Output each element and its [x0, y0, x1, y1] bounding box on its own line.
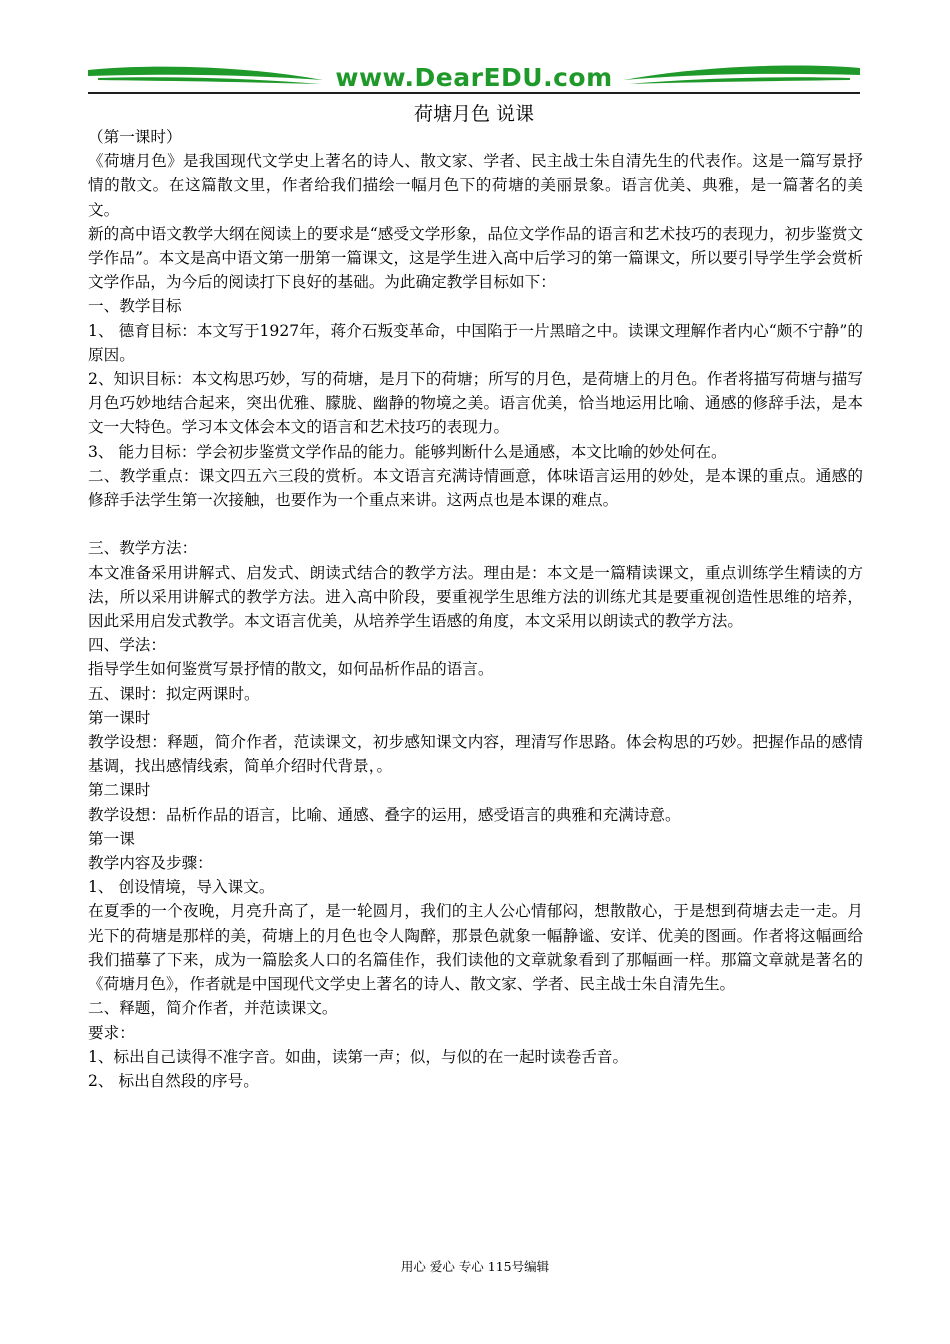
paragraph: 要求： — [88, 1023, 135, 1042]
paragraph: 四、学法： — [88, 636, 166, 655]
paragraph: 本文准备采用讲解式、启发式、朗读式结合的教学方法。理由是：本文是一篇精读课文，重点训练学生精读的方法，所以采用讲解式的教学方法。进入高中阶段，要重视学生思维方法的训练尤其是要重视创造性思维的培养，因此采用启发式教学。本文语言优美，从培养学生语感的角度，本文采用以朗读式的教学方法。 — [88, 563, 863, 631]
paragraph: 第一课 — [88, 829, 135, 848]
paragraph: 教学内容及步骤： — [88, 854, 213, 873]
page-footer: 用心 爱心 专心 115号编辑 — [400, 1259, 550, 1274]
paragraph: 第二课时 — [88, 781, 151, 800]
paragraph: 指导学生如何鉴赏写景抒情的散文，如何品析作品的语言。 — [88, 660, 494, 679]
paragraph: 五、课时：拟定两课时。 — [88, 684, 260, 703]
paragraph: 教学设想：品析作品的语言，比喻、通感、叠字的运用，感受语言的典雅和充满诗意。 — [88, 805, 681, 824]
paragraph: 三、教学方法： — [88, 539, 198, 558]
blank-line — [88, 512, 863, 536]
paragraph: 二、释题，简介作者，并范读课文。 — [88, 999, 338, 1018]
document-body — [88, 125, 863, 1093]
site-brand: www.DearEDU.com — [335, 63, 613, 92]
paragraph: 2、知识目标：本文构思巧妙，写的荷塘，是月下的荷塘；所写的月色，是荷塘上的月色。作者将描写荷塘与描写月色巧妙地结合起来，突出优雅、朦胧、幽静的物境之美。语言优美，恰当地运用比喻、通感的修辞手法，是本文一大特色。学习本文体会本文的语言和艺术技巧的表现力。 — [88, 370, 863, 437]
paragraph: 3、 能力目标：学会初步鉴赏文学作品的能力。能够判断什么是通感，本文比喻的妙处何在。 — [88, 442, 727, 461]
paragraph: 在夏季的一个夜晚，月亮升高了，是一轮圆月，我们的主人公心情郁闷，想散散心，于是想到荷塘去走一走。月光下的荷塘是那样的美，荷塘上的月色也令人陶醉，那景色就象一幅静谧、安详、优美的图画。作者将这幅画给我们描摹了下来，成为一篇脍炙人口的名篇佳作，我们读他的文章就象看到了那幅画一样。那篇文章就是著名的《荷塘月色》，作者就是中国现代文学史上著名的诗人、散文家、学者、民主战士朱自清先生。 — [88, 902, 863, 994]
paragraph: 教学设想：释题，简介作者，范读课文，初步感知课文内容，理清写作思路。体会构思的巧妙。把握作品的感情基调，找出感情线索，简单介绍时代背景，。 — [88, 733, 863, 776]
paragraph: 《荷塘月色》是我国现代文学史上著名的诗人、散文家、学者、民主战士朱自清先生的代表作。这是一篇写景抒情的散文。在这篇散文里，作者给我们描绘一幅月色下的荷塘的美丽景象。语言优美、典雅，是一篇著名的美文。 — [88, 152, 863, 219]
document-title: 荷塘月色 说课 — [413, 103, 535, 125]
paragraph: 第一课时 — [88, 708, 151, 727]
paragraph: 一、教学目标 — [88, 297, 182, 316]
paragraph: 1、 创设情境，导入课文。 — [88, 878, 275, 897]
site-header-banner — [88, 62, 860, 96]
paragraph: （第一课时） — [88, 128, 182, 146]
paragraph: 二、教学重点：课文四五六三段的赏析。本文语言充满诗情画意，体味语言运用的妙处，是本课的重点。通感的修辞手法学生第一次接触，也要作为一个重点来讲。这两点也是本课的难点。 — [88, 466, 863, 510]
paragraph: 2、 标出自然段的序号。 — [88, 1071, 259, 1090]
paragraph: 新的高中语文教学大纲在阅读上的要求是“感受文学形象，品位文学作品的语言和艺术技巧的表现力，初步鉴赏文学作品”。本文是高中语文第一册第一篇课文，这是学生进入高中后学习的第一篇课文，所以要引导学生学会赏析文学作品，为今后的阅读打下良好的基础。为此确定教学目标如下： — [88, 224, 863, 292]
paragraph: 1、标出自己读得不准字音。如曲，读第一声；似，与似的在一起时读卷舌音。 — [88, 1047, 629, 1066]
paragraph: 1、 德育目标：本文写于1927年，蒋介石叛变革命，中国陷于一片黑暗之中。读课文理解作者内心“颇不宁静”的原因。 — [88, 321, 863, 364]
